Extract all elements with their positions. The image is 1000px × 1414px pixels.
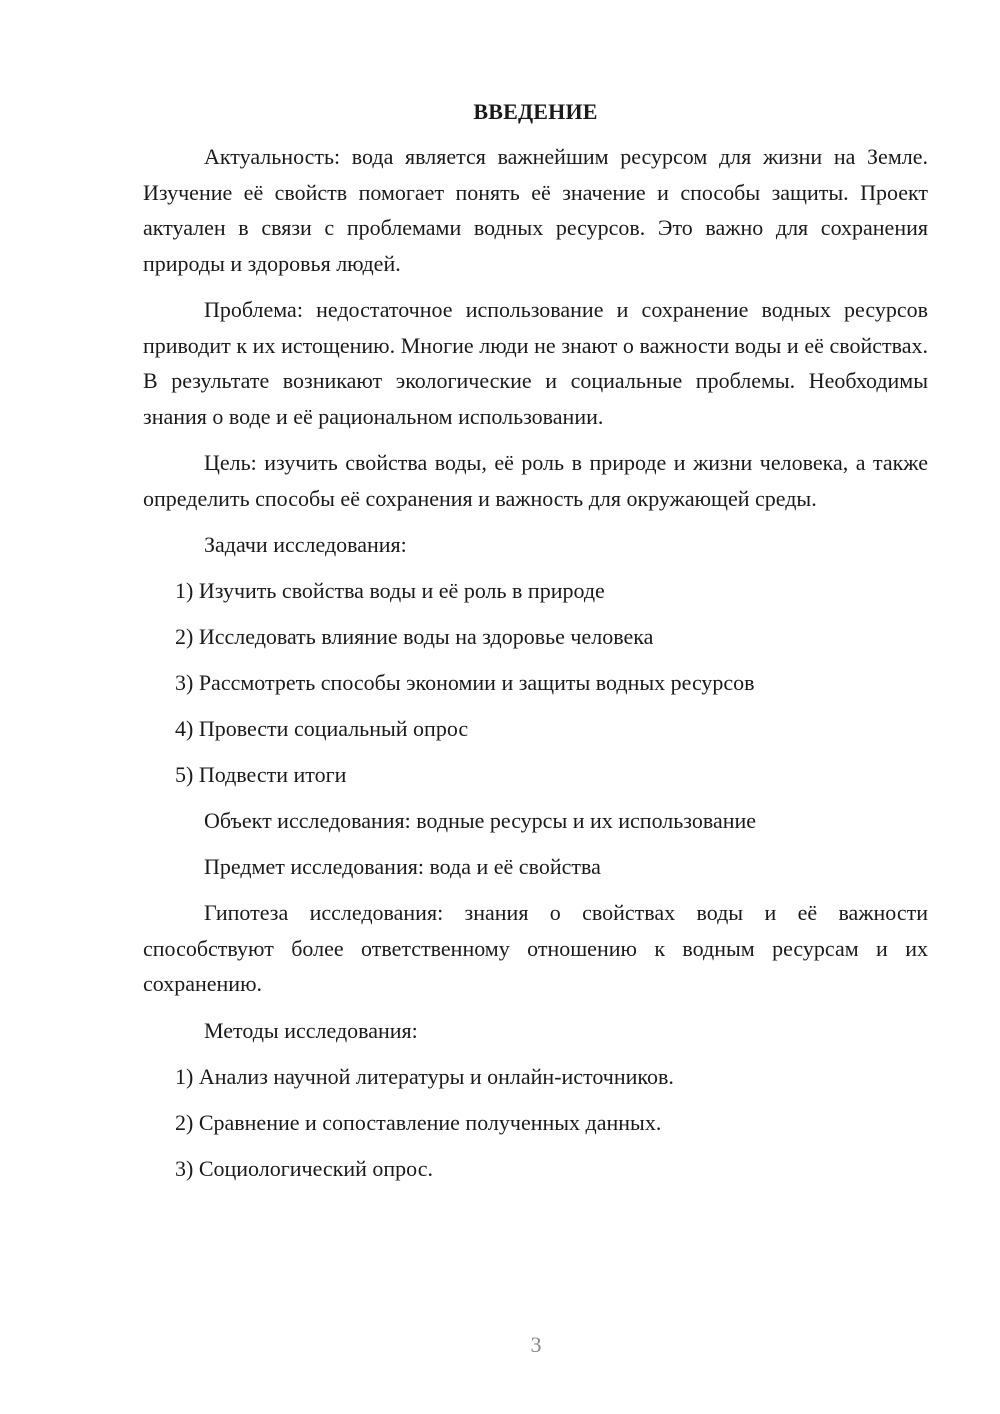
methods-title: Методы исследования: <box>204 1017 418 1043</box>
goal-paragraph: Цель: изучить свойства воды, её роль в природе и жизни человека, а также определить способы её сохранения и важность для окружающей среды. <box>143 450 928 511</box>
problem-paragraph: Проблема: недостаточное использование и сохранение водных ресурсов приводит к их истощению. Многие люди не знают о важности воды и её свойствах. В результате возникают экологические и социальные проблемы. Необходимы знания о воде и её рациональном использовании. <box>143 297 928 429</box>
hypothesis-paragraph: Гипотеза исследования: знания о свойствах воды и её важности способствуют более ответственному отношению к водным ресурсам и их сохранению. <box>143 900 928 996</box>
list-item: 2) Сравнение и сопоставление полученных данных. <box>175 1109 662 1135</box>
tasks-list <box>143 573 928 793</box>
list-item: 1) Изучить свойства воды и её роль в природе <box>175 578 605 603</box>
subject-paragraph: Предмет исследования: вода и её свойства <box>204 854 601 879</box>
object-paragraph: Объект исследования: водные ресурсы и их использование <box>204 808 757 833</box>
page-number: 3 <box>530 1332 542 1357</box>
tasks-title: Задачи исследования: <box>204 532 407 557</box>
methods-list <box>143 1059 928 1187</box>
document-page <box>143 94 928 1197</box>
list-item: 4) Провести социальный опрос <box>175 716 469 741</box>
list-item: 3) Социологический опрос. <box>175 1155 433 1181</box>
list-item: 2) Исследовать влияние воды на здоровье человека <box>175 624 654 649</box>
list-item: 5) Подвести итоги <box>175 762 347 787</box>
relevance-paragraph: Актуальность: вода является важнейшим ресурсом для жизни на Земле. Изучение её свойств помогает понять её значение и способы защиты. Проект актуален в связи с проблемами водных ресурсов. Это важно для сохранения природы и здоровья людей. <box>143 144 928 276</box>
list-item: 1) Анализ научной литературы и онлайн-источников. <box>175 1063 674 1089</box>
list-item: 3) Рассмотреть способы экономии и защиты водных ресурсов <box>175 670 755 695</box>
section-heading: ВВЕДЕНИЕ <box>473 99 598 124</box>
